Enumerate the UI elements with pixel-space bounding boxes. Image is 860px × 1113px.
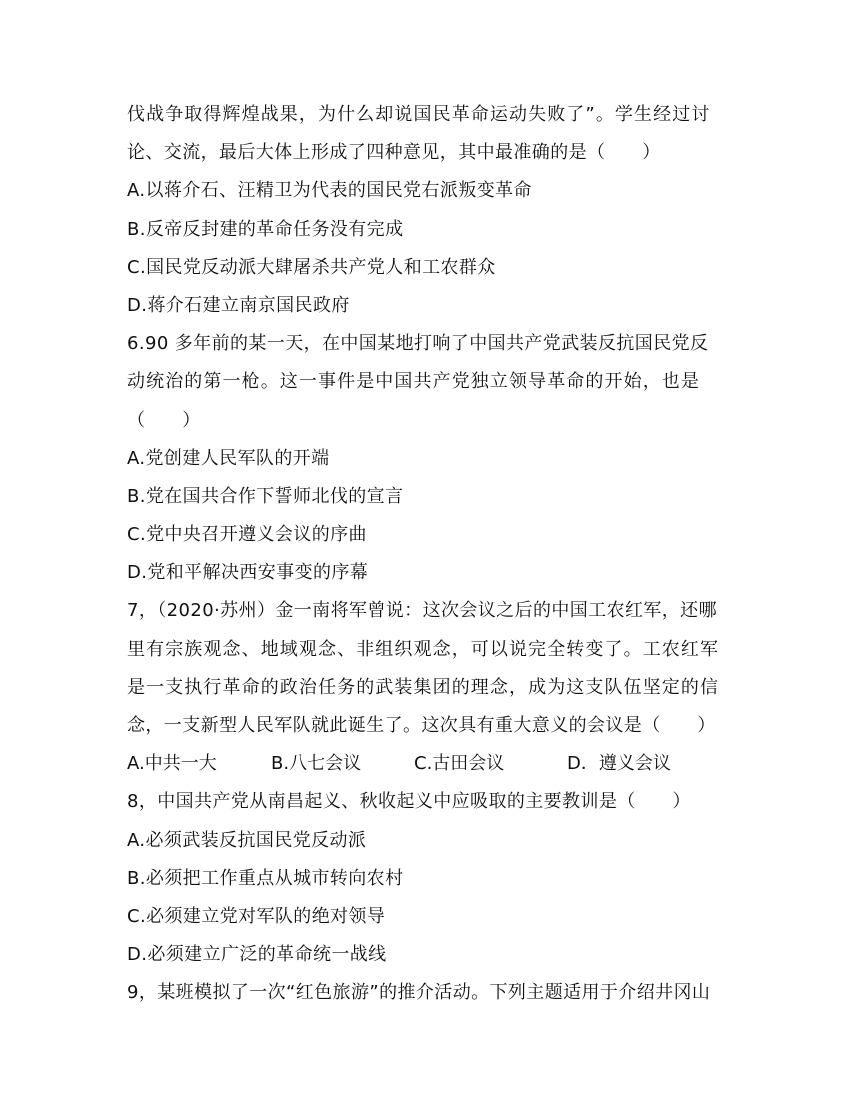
q7-stem-line-2: 里有宗族观念、地域观念、非组织观念，可以说完全转变了。工农红军 — [127, 638, 720, 660]
q7-option-b: B.八七会议 — [271, 753, 362, 775]
q7-options-row — [127, 745, 737, 783]
document-body — [127, 96, 737, 1013]
q7-option-a: A.中共一大 — [127, 753, 217, 775]
q6-stem-line-3: （ ） — [127, 409, 201, 431]
q5-option-d: D.蒋介石建立南京国民政府 — [127, 294, 350, 316]
q6-option-d: D.党和平解决西安事变的序幕 — [127, 562, 369, 584]
q5-option-b: B.反帝反封建的革命任务没有完成 — [127, 218, 404, 240]
q8-option-d: D.必须建立广泛的革命统一战线 — [127, 944, 387, 966]
q8-option-a: A.必须武装反抗国民党反动派 — [127, 829, 367, 851]
q8-option-b: B.必须把工作重点从城市转向农村 — [127, 867, 404, 889]
q5-option-a: A.以蒋介石、汪精卫为代表的国民党右派叛变革命 — [127, 180, 532, 202]
q7-stem-line-1: 7，（2020·苏州）金一南将军曾说：这次会议之后的中国工农红军，还哪 — [127, 600, 717, 622]
q5-stem-line-1: 伐战争取得辉煌战果，为什么却说国民革命运动失败了”。学生经过讨 — [127, 104, 711, 125]
q6-stem-line-2: 动统治的第一枪。这一事件是中国共产党独立领导革命的开始，也是 — [127, 371, 700, 393]
q7-option-c: C.古田会议 — [414, 753, 505, 775]
q8-option-c: C.必须建立党对军队的绝对领导 — [127, 905, 386, 927]
q8-stem: 8，中国共产党从南昌起义、秋收起义中应吸取的主要教训是（ ） — [127, 791, 691, 813]
q7-stem-line-3: 是一支执行革命的政治任务的武装集团的理念，成为这支队伍坚定的信 — [127, 676, 720, 698]
q6-stem-line-1: 6.90 多年前的某一天，在中国某地打响了中国共产党武装反抗国民党反 — [127, 333, 709, 355]
q6-option-b: B.党在国共合作下誓师北伐的宣言 — [127, 485, 404, 507]
q7-stem-line-4: 念，一支新型人民军队就此诞生了。这次具有重大意义的会议是（ ） — [127, 715, 716, 736]
q9-stem: 9，某班模拟了一次“红色旅游”的推介活动。下列主题适用于介绍井冈山 — [127, 982, 711, 1004]
q5-option-c: C.国民党反动派大肆屠杀共产党人和工农群众 — [127, 256, 496, 278]
q6-option-a: A.党创建人民军队的开端 — [127, 447, 330, 469]
q5-stem-line-2: 论、交流，最后大体上形成了四种意见，其中最准确的是（ ） — [127, 142, 661, 164]
q6-option-c: C.党中央召开遵义会议的序曲 — [127, 524, 367, 546]
q7-option-d: D．遵义会议 — [567, 753, 671, 775]
